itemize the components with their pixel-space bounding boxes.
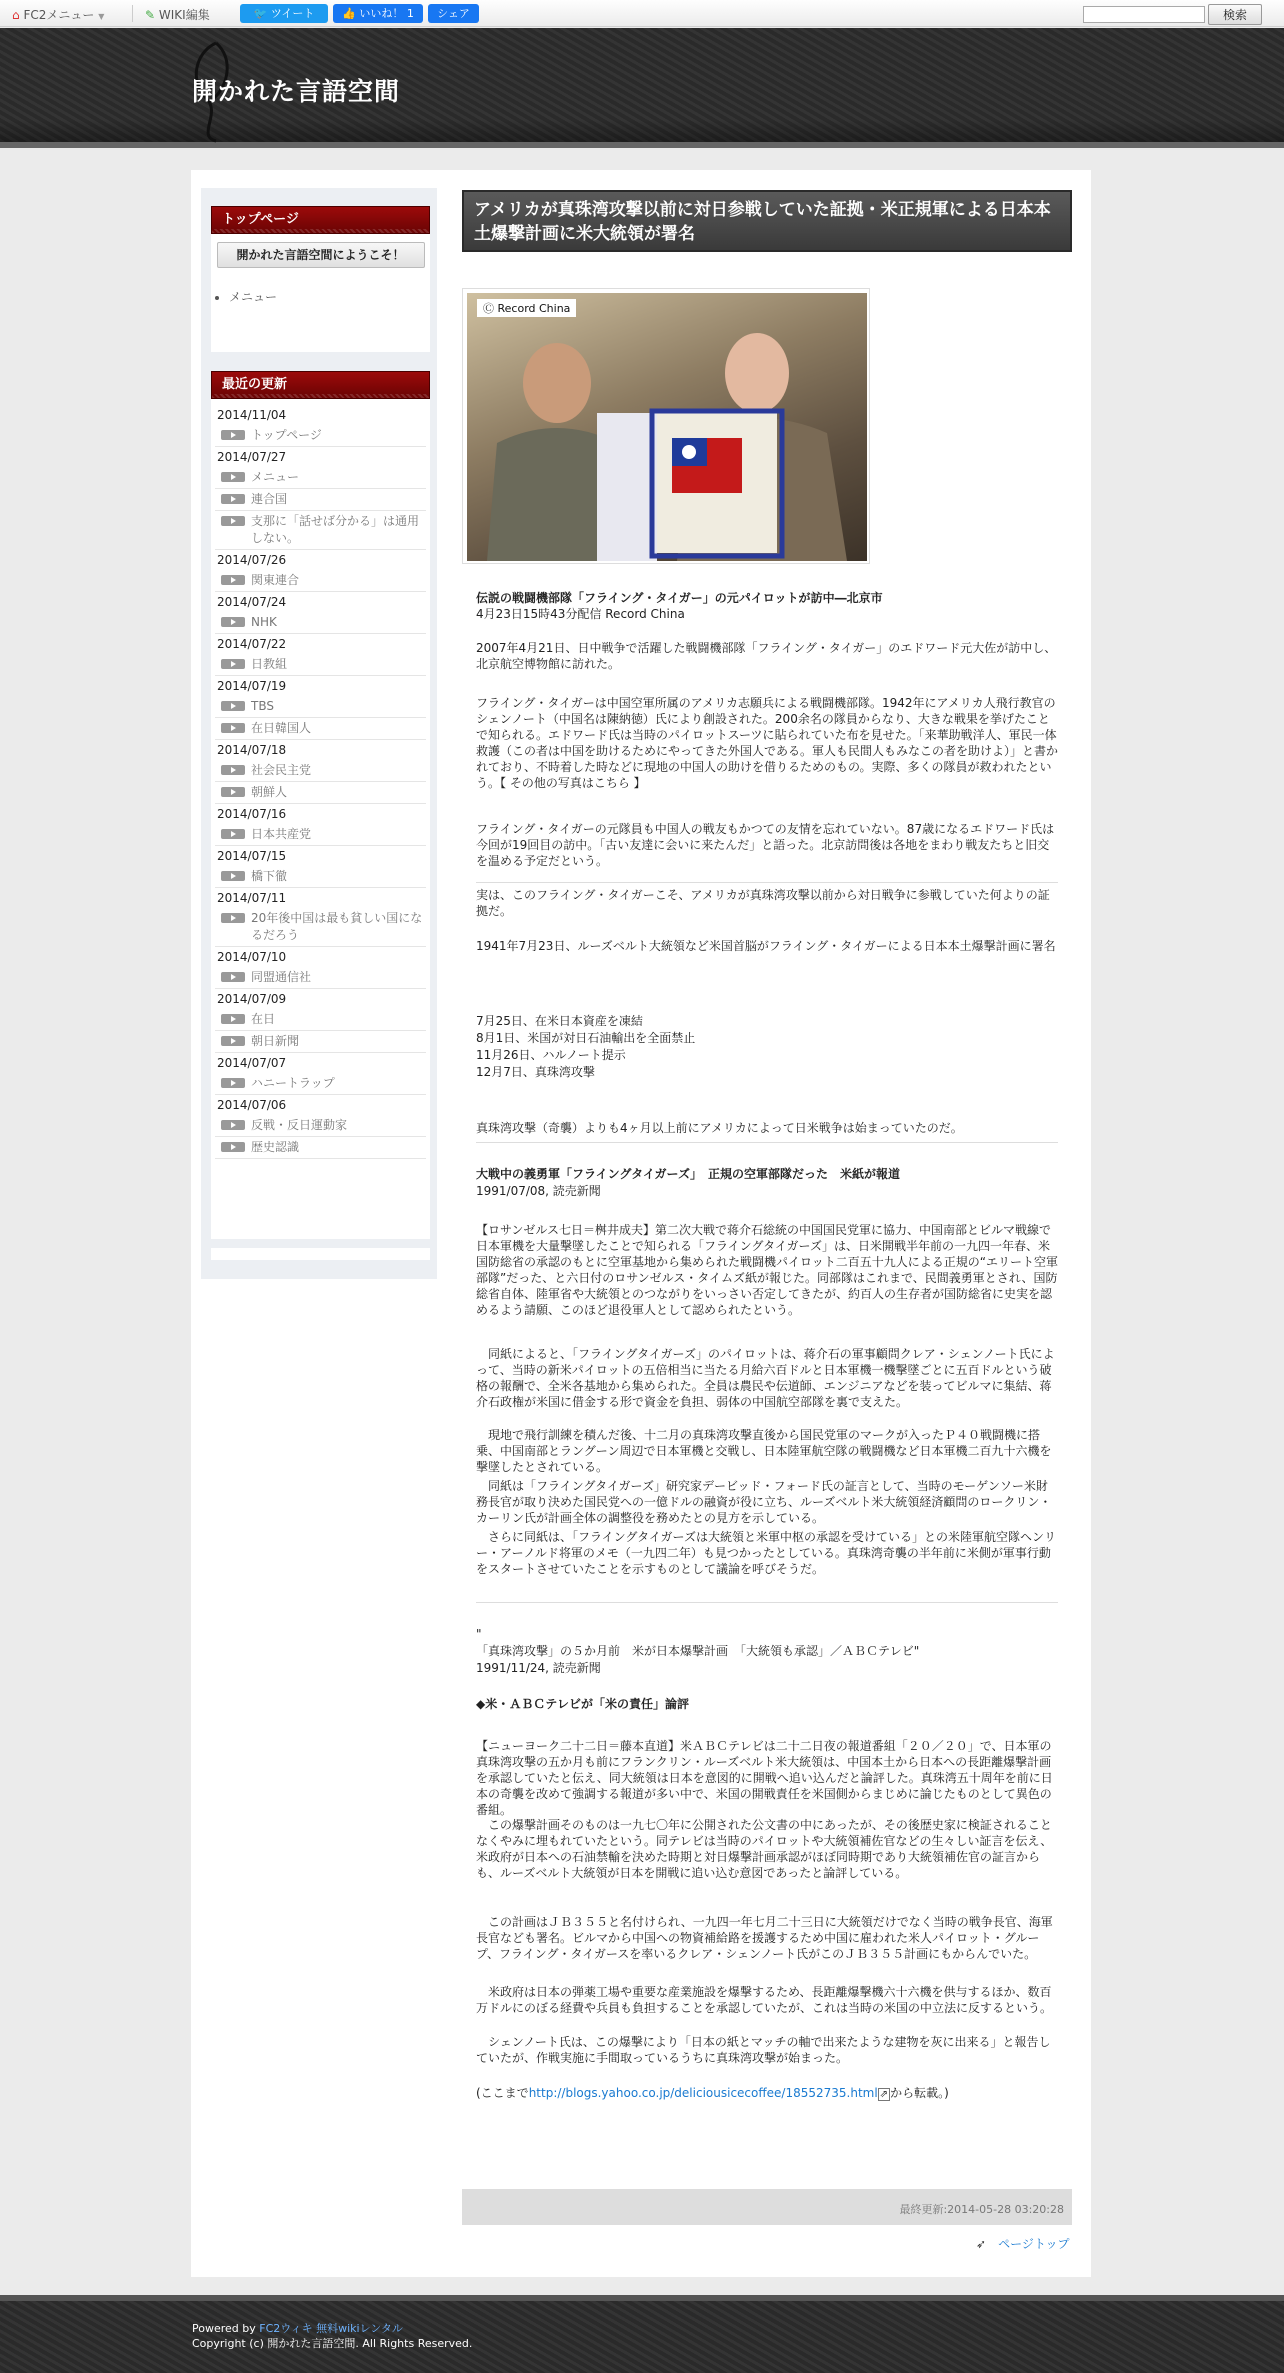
sidebar-toppage-box	[211, 206, 430, 352]
update-date: 2014/07/15	[217, 849, 287, 863]
update-item-label: 日本共産党	[251, 827, 312, 841]
update-item[interactable]	[215, 866, 426, 888]
update-date: 2014/07/06	[217, 1098, 287, 1112]
update-date: 2014/07/10	[217, 950, 287, 964]
arrow-right-icon	[221, 972, 245, 982]
update-item-label: 橋下徹	[251, 869, 288, 883]
sidebar-updates-heading: 最近の更新	[211, 371, 430, 399]
update-item[interactable]	[215, 612, 426, 634]
section1-heading: 伝説の戦闘機部隊「フライング・タイガー」の元パイロットが訪中―北京市	[476, 591, 883, 605]
paragraph: 1941年7月23日、ルーズベルト大統領など米国首脳がフライング・タイガーによる日本本土爆撃計画に署名	[476, 939, 1056, 953]
sidebar-bottom-box	[211, 1248, 430, 1260]
paragraph: フライング・タイガーの元隊員も中国人の戦友もかつての友情を忘れていない。87歳になるエドワード氏は今回が19回目の訪中。「古い友達に会いに来たんだ」と語った。北京訪問後は各地をまわり戦友たちと旧交を温める予定だという。	[476, 822, 1055, 868]
update-item-label: 反戦・反日運動家	[251, 1118, 348, 1132]
sidebar-updates-box	[211, 371, 430, 1239]
update-item-label: 関東連合	[251, 573, 300, 587]
timeline-item: 11月26日、ハルノート提示	[476, 1048, 626, 1062]
divider	[476, 1142, 1058, 1143]
update-item[interactable]	[215, 425, 426, 447]
paragraph: この爆撃計画そのものは一九七〇年に公開された公文書の中にあったが、その後歴史家に検証されることなくやみに埋もれていたという。同テレビは当時のパイロットや大統領補佐官などの生々しい証言を伝え、米政府が日本への石油禁輸を決めた時期と対日爆撃計画承認がほぼ同時期であり大統領補佐官の証言からも、ルーズベルト大統領が日本を開戦に追い込む意図であったと論評している。	[476, 1818, 1053, 1880]
search-input[interactable]	[1083, 6, 1205, 23]
update-item[interactable]	[215, 1009, 426, 1031]
update-item-label: TBS	[251, 699, 274, 713]
share-button[interactable]: シェア	[428, 4, 479, 23]
arrow-right-icon	[221, 1142, 245, 1152]
paragraph: フライング・タイガーは中国空軍所属のアメリカ志願兵による戦闘機部隊。1942年にアメリカ人飛行教官のシェンノート（中国名は陳納徳）氏により創設された。200余名の隊員からなり、大きな戦果を挙げたことで知られる。エドワード氏は当時のパイロットスーツに貼られていた布を見せた。「来華助戦洋人、軍民一体救護（この者は中国を助けるためにやってきた外国人である。軍人も民間人もみなこの者を助けよ）」と書かれており、不時着した時などに現地の中国人の助けを借りるためのもの。実際、多くの隊員が救われたという。【 その他の写真はこちら 】	[476, 696, 1059, 790]
section2-source: 1991/07/08, 読売新聞	[476, 1184, 601, 1198]
timeline-item: 8月1日、米国が対日石油輸出を全面禁止	[476, 1031, 696, 1045]
external-link-icon: ⇗	[879, 2089, 889, 2100]
arrow-right-icon	[221, 787, 245, 797]
update-item-label: NHK	[251, 615, 277, 629]
top-toolbar	[0, 0, 1284, 27]
update-item-label: 社会民主党	[251, 763, 312, 777]
arrow-right-icon	[221, 575, 245, 585]
photo-credit: Ⓒ Record China	[477, 299, 576, 317]
update-date: 2014/07/26	[217, 553, 287, 567]
last-updated: 最終更新:2014-05-28 03:20:28	[899, 2203, 1064, 2216]
update-item-label: ハニートラップ	[251, 1076, 335, 1090]
update-date: 2014/07/07	[217, 1056, 287, 1070]
paragraph: 【ニューヨーク二十二日＝藤本直道】米ＡＢＣテレビは二十二日夜の報道番組「２０／２０」で、日本軍の真珠湾攻撃の五か月も前にフランクリン・ルーズベルト米大統領は、中国本土から日本への長距離爆撃計画を承認していたと伝え、同大統領は日本を意図的に開戦へ追い込んだと論評した。真珠湾五十周年を前に日本の奇襲を改めて強調する報道が多い中で、米国の開戦責任を米国側からまじめに論じたものとして異色の番組。	[476, 1739, 1053, 1817]
source-link[interactable]: http://blogs.yahoo.co.jp/deliciousicecoffee/18552735.html	[528, 2086, 878, 2100]
twitter-icon: 🐦	[253, 7, 268, 20]
edit-icon: ✎	[145, 8, 156, 22]
timeline-item: 12月7日、真珠湾攻撃	[476, 1065, 595, 1079]
arrow-right-icon	[221, 659, 245, 669]
wiki-edit-link[interactable]: ✎ WIKI編集	[145, 8, 210, 22]
arrow-right-icon	[221, 829, 245, 839]
arrow-right-icon	[221, 723, 245, 733]
tweet-button[interactable]: 🐦 ツイート	[240, 4, 328, 23]
update-item-label: メニュー	[251, 470, 300, 484]
divider	[476, 882, 1058, 883]
copyright: Copyright (c) 開かれた言語空間. All Rights Reserved.	[192, 2337, 473, 2350]
arrow-right-icon	[221, 913, 245, 923]
update-date: 2014/07/24	[217, 595, 287, 609]
paragraph: 2007年4月21日、日中戦争で活躍した戦闘機部隊「フライング・タイガー」のエドワード元大佐が訪中し、北京航空博物館に訪れた。	[476, 641, 1057, 671]
update-item-label: 20年後中国は最も貧しい国になるだろう	[251, 911, 423, 942]
update-item[interactable]	[215, 718, 426, 740]
welcome-button[interactable]: 開かれた言語空間にようこそ！	[217, 242, 425, 268]
update-item-label: 在日	[251, 1012, 276, 1026]
paragraph: 米政府は日本の弾薬工場や重要な産業施設を爆撃するため、長距離爆撃機六十六機を供与するほか、数百万ドルにのぼる経費や兵員も負担することを承認していたが、これは当時の米国の中立法に反するという。	[476, 1985, 1053, 2015]
update-item[interactable]	[215, 760, 426, 782]
updates-list	[211, 399, 430, 1159]
update-item[interactable]	[215, 967, 426, 989]
arrow-right-icon	[221, 617, 245, 627]
update-item-label: 在日韓国人	[251, 721, 312, 735]
article-photo	[462, 288, 870, 564]
update-date: 2014/07/22	[217, 637, 287, 651]
update-item[interactable]	[215, 1073, 426, 1095]
update-date: 2014/07/18	[217, 743, 287, 757]
quote-mark: "	[476, 1627, 482, 1641]
sidebar-toppage-heading: トップページ	[211, 206, 430, 234]
update-item[interactable]	[215, 570, 426, 592]
search-button[interactable]: 検索	[1208, 4, 1262, 25]
fc2-wiki-link[interactable]: FC2ウィキ 無料wikiレンタル	[259, 2322, 403, 2335]
section3-title: ◆米・ＡＢＣテレビが「米の責任」論評	[476, 1697, 689, 1711]
paragraph: 現地で飛行訓練を積んだ後、十二月の真珠湾攻撃直後から国民党軍のマークが入ったＰ４０戦闘機に搭乗、中国南部とラングーン周辺で日本軍機と交戦し、日本陸軍航空隊の戦闘機など日本軍機二百九十六機を撃墜したとされている。	[476, 1428, 1052, 1474]
arrow-up-icon: ➶	[976, 2237, 987, 2251]
update-item[interactable]	[215, 1115, 426, 1137]
source-note: (ここまでhttp://blogs.yahoo.co.jp/deliciousicecoffee/18552735.html ⇗ から転載。)	[476, 2086, 949, 2100]
arrow-right-icon	[221, 1036, 245, 1046]
update-item[interactable]	[215, 1137, 426, 1159]
paragraph: 真珠湾攻撃（奇襲）よりも4ヶ月以上前にアメリカによって日米戦争は始まっていたのだ。	[476, 1121, 963, 1135]
arrow-right-icon	[221, 430, 245, 440]
section1-source: 4月23日15時43分配信 Record China	[476, 607, 685, 621]
section3-heading: 「真珠湾攻撃」の５か月前 米が日本爆撃計画 「大統領も承認」／ＡＢＣテレビ"	[476, 1644, 920, 1658]
paragraph: さらに同紙は、「フライングタイガーズは大統領と米軍中枢の承認を受けている」との米陸軍航空隊ヘンリー・アーノルド将軍のメモ（一九四二年）も見つかったとしている。真珠湾奇襲の半年前に米側が軍事行動をスタートさせていたことを示すものとして議論を呼びそうだ。	[476, 1530, 1056, 1576]
powered-by: Powered by FC2ウィキ 無料wikiレンタル	[192, 2322, 403, 2335]
arrow-right-icon	[221, 871, 245, 881]
menu-list	[229, 288, 430, 305]
update-item[interactable]	[215, 782, 426, 804]
update-item[interactable]	[215, 696, 426, 718]
update-item-label: 歴史認識	[251, 1140, 300, 1154]
arrow-right-icon	[221, 472, 245, 482]
page-top-link[interactable]: ➶ ページトップ	[976, 2237, 1070, 2251]
update-item-label: 支那に「話せば分かる」は通用しない。	[251, 514, 420, 545]
photo-figures-icon	[467, 293, 867, 561]
update-item[interactable]	[215, 511, 426, 550]
like-button[interactable]: 👍 いいね！ 1	[333, 4, 423, 23]
home-icon: ⌂	[12, 8, 20, 22]
paragraph: 同紙によると、「フライングタイガーズ」のパイロットは、蒋介石の軍事顧問クレア・シェンノート氏によって、当時の新米パイロットの五倍相当に当たる月給六百ドルと日本軍機一機撃墜ごとに五百ドルという破格の報酬で、全米各基地から集められた。全員は農民や伝道師、エンジニアなどを装ってビルマに集結、蒋介石政権が米国に借金する形で資金を負担、弱体の中国航空部隊を裏で支えた。	[476, 1347, 1055, 1409]
fc2-menu[interactable]: ⌂ FC2メニュー ▼	[12, 8, 105, 22]
last-updated-bar	[462, 2189, 1072, 2225]
section2-heading: 大戦中の義勇軍「フライングタイガーズ」 正規の空軍部隊だった 米紙が報道	[476, 1167, 900, 1181]
update-date: 2014/11/04	[217, 408, 287, 422]
update-item[interactable]	[215, 1031, 426, 1053]
menu-link[interactable]: • メニュー	[229, 288, 430, 305]
sidebar	[201, 188, 437, 1279]
update-item-label: トップページ	[251, 428, 322, 442]
site-title[interactable]: 開かれた言語空間	[192, 77, 401, 106]
arrow-right-icon	[221, 1014, 245, 1024]
arrow-right-icon	[221, 1120, 245, 1130]
update-date: 2014/07/27	[217, 450, 287, 464]
thumbs-up-icon: 👍	[342, 7, 356, 20]
paragraph: 同紙は「フライングタイガーズ」研究家デービッド・フォード氏の証言として、当時のモーゲンソー米財務長官が取り決めた国民党への一億ドルの融資が役に立ち、ルーズベルト米大統領経済顧問のロークリン・カーリン氏が計画全体の調整役を務めたとの見方を示している。	[476, 1479, 1052, 1525]
arrow-right-icon	[221, 516, 245, 526]
section3-source: 1991/11/24, 読売新聞	[476, 1661, 601, 1675]
divider	[476, 1602, 1058, 1603]
paragraph: 【ロサンゼルス七日＝桝井成夫】第二次大戦で蒋介石総統の中国国民党軍に協力、中国南部とビルマ戦線で日本軍機を大量撃墜したことで知られる「フライングタイガーズ」は、日米開戦半年前の一九四一年春、米国防総省の承認のもとに空軍基地から集められた戦闘機パイロット二百五十九人による正規の“エリート空軍部隊”だった、と六日付のロサンゼルス・タイムズ紙が報じた。同部隊はこれまで、民間義勇軍とされ、国防総省自体、陸軍省や大統領とのつながりをいっさい否定してきたが、約百人の生存者が国防総省に史実を認めるよう請願、このほど退役軍人として認められたという。	[476, 1223, 1058, 1317]
chevron-down-icon: ▼	[98, 12, 105, 21]
content-wrapper	[191, 170, 1091, 2277]
article-title: アメリカが真珠湾攻撃以前に対日参戦していた証拠・米正規軍による日本本土爆撃計画に米大統領が署名	[462, 190, 1072, 252]
timeline-item: 7月25日、在米日本資産を凍結	[476, 1014, 643, 1028]
arrow-right-icon	[221, 765, 245, 775]
update-item[interactable]	[215, 908, 426, 947]
update-date: 2014/07/11	[217, 891, 287, 905]
site-header	[0, 28, 1284, 148]
paragraph: シェンノート氏は、この爆撃により「日本の紙とマッチの軸で出来たような建物を灰に出来る」と報告していたが、作戦実施に手間取っているうちに真珠湾攻撃が始まった。	[476, 2035, 1051, 2065]
update-item-label: 日教組	[251, 657, 288, 671]
update-item[interactable]	[215, 824, 426, 846]
update-item-label: 朝日新聞	[251, 1034, 300, 1048]
update-date: 2014/07/19	[217, 679, 287, 693]
photo-image	[467, 293, 867, 561]
update-item-label: 連合国	[251, 492, 288, 506]
arrow-right-icon	[221, 494, 245, 504]
site-footer	[0, 2295, 1284, 2373]
update-date: 2014/07/16	[217, 807, 287, 821]
update-item[interactable]	[215, 654, 426, 676]
paragraph: この計画はＪＢ３５５と名付けられ、一九四一年七月二十三日に大統領だけでなく当時の戦争長官、海軍長官なども署名。ビルマから中国への物資補給路を援護するため中国に雇われた米人パイロット・グループ、フライング・タイガースを率いるクレア・シェンノート氏がこのＪＢ３５５計画にもからんでいた。	[476, 1915, 1053, 1961]
update-item[interactable]	[215, 467, 426, 489]
update-item-label: 同盟通信社	[251, 970, 312, 984]
paragraph: 実は、このフライング・タイガーこそ、アメリカが真珠湾攻撃以前から対日戦争に参戦していた何よりの証拠だ。	[476, 888, 1050, 918]
update-item-label: 朝鮮人	[251, 785, 288, 799]
update-item[interactable]	[215, 489, 426, 511]
arrow-right-icon	[221, 1078, 245, 1088]
arrow-right-icon	[221, 701, 245, 711]
update-date: 2014/07/09	[217, 992, 287, 1006]
